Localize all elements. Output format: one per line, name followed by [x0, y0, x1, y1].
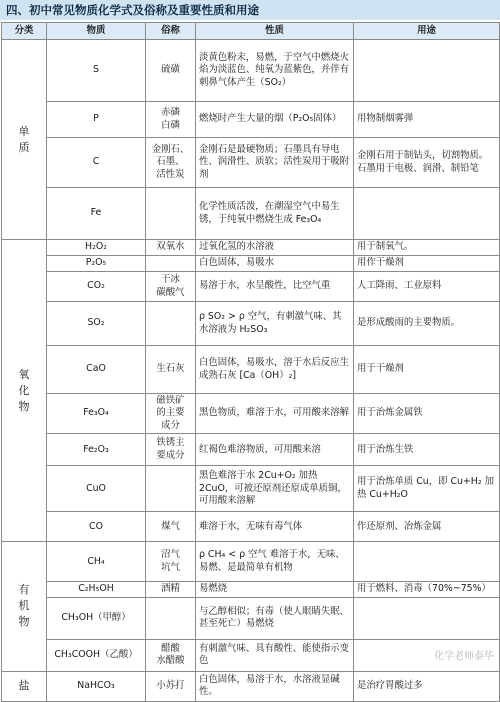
use-cell [354, 40, 500, 102]
common-cell: 生石灰 [146, 346, 196, 394]
table-row [2, 346, 500, 394]
property-cell: 有刺激气味、具有酸性、能使指示变色 [196, 639, 354, 671]
substance-cell: CH₃OH（甲醇） [47, 597, 146, 639]
table-row [2, 394, 500, 434]
table-row [2, 512, 500, 542]
common-cell [146, 597, 196, 639]
property-cell: 白色固体，易吸水，溶于水后反应生成熟石灰 [Ca（OH）₂] [196, 346, 354, 394]
common-cell: 铁锈主 要成分 [146, 434, 196, 466]
use-cell: 作还原剂、冶炼金属 [354, 512, 500, 542]
watermark: 化学老师泰华 [434, 651, 494, 662]
category-cell: 盐 [2, 671, 47, 701]
property-cell: 红褐色难溶物质，可用酸来溶 [196, 434, 354, 466]
table-row [2, 138, 500, 188]
substance-cell: CO₂ [47, 272, 146, 302]
use-cell: 用于治炼生铁 [354, 434, 500, 466]
page-title: 四、初中常见物质化学式及俗称及重要性质和用途 [0, 0, 500, 20]
use-cell [354, 188, 500, 240]
common-cell: 醋酸 水醋酸 [146, 639, 196, 671]
substance-cell: CH₃COOH（乙酸） [47, 639, 146, 671]
property-cell: 与乙醇相似；有毒（使人眼睛失眠、甚至死亡）易燃烧 [196, 597, 354, 639]
property-cell: ρ CH₄ < ρ 空气 难溶于水，无味、易燃、是最简单有机物 [196, 542, 354, 582]
property-cell: 燃烧时产生大量的烟（P₂O₅固体） [196, 102, 354, 138]
property-cell: 黑色难溶于水 2Cu+O₂ 加热 2CuO，可被还原剂还原成单质铜，可用酸来溶解 [196, 466, 354, 512]
common-cell: 赤磷 白磷 [146, 102, 196, 138]
common-cell: 小苏打 [146, 671, 196, 701]
substance-cell: Fe [47, 188, 146, 240]
header-row [2, 23, 500, 40]
use-cell: 用于制氧气。 [354, 240, 500, 256]
table-row [2, 597, 500, 639]
substance-cell: P₂O₅ [47, 256, 146, 272]
common-cell: 硫磺 [146, 40, 196, 102]
table-row [2, 542, 500, 582]
common-cell [146, 256, 196, 272]
category-cell: 氧 化 物 [2, 240, 47, 542]
table-row [2, 240, 500, 256]
property-cell: 白色固体，易溶于水，水溶液显碱性。 [196, 671, 354, 701]
substance-cell: Fe₃O₄ [47, 394, 146, 434]
use-cell: 用于干燥剂 [354, 346, 500, 394]
common-cell: 双氧水 [146, 240, 196, 256]
use-cell: 是治疗胃酸过多 [354, 671, 500, 701]
property-cell: 易燃烧 [196, 582, 354, 597]
use-cell: 金刚石用于制钻头，切割物质。石墨用于电极、润滑、制铅笔 [354, 138, 500, 188]
table-body [2, 40, 500, 702]
header-substance: 物质 [47, 23, 146, 40]
table-row [2, 256, 500, 272]
table-row [2, 102, 500, 138]
use-cell: 人工降雨、工业原料 [354, 272, 500, 302]
header-property: 性质 [196, 23, 354, 40]
table-row [2, 434, 500, 466]
header-use: 用途 [354, 23, 500, 40]
substance-cell: CaO [47, 346, 146, 394]
substance-cell: C₂H₅OH [47, 582, 146, 597]
property-cell: 难溶于水，无味有毒气体 [196, 512, 354, 542]
property-cell: 化学性质活泼，在潮湿空气中易生锈，于纯氧中燃烧生成 Fe₃O₄ [196, 188, 354, 240]
property-cell: 黑色物质，难溶于水，可用酸来溶解 [196, 394, 354, 434]
common-cell: 煤气 [146, 512, 196, 542]
use-cell: 用物制烟雾弹 [354, 102, 500, 138]
table-row [2, 302, 500, 346]
common-cell: 金刚石、 石墨、 活性炭 [146, 138, 196, 188]
table-row [2, 639, 500, 671]
property-cell: 金刚石是最硬物质；石墨具有导电性、润滑性、质软；活性炭用于吸附剂 [196, 138, 354, 188]
substance-cell: SO₂ [47, 302, 146, 346]
common-cell [146, 302, 196, 346]
use-cell: 用于治炼金属铁 [354, 394, 500, 434]
substance-cell: H₂O₂ [47, 240, 146, 256]
table-row [2, 272, 500, 302]
property-cell: 淡黄色粉末，易燃，于空气中燃烧火焰为淡蓝色、纯氧为蓝紫色，并伴有刺鼻气体产生（SO₂） [196, 40, 354, 102]
table-row [2, 466, 500, 512]
use-cell: 是形成酸雨的主要物质。 [354, 302, 500, 346]
substance-cell: CuO [47, 466, 146, 512]
common-cell [146, 188, 196, 240]
use-cell: 用于治炼单质 Cu，即 Cu+H₂ 加热 Cu+H₂O [354, 466, 500, 512]
use-cell [354, 542, 500, 582]
common-cell [146, 466, 196, 512]
table-row [2, 40, 500, 102]
header-category: 分类 [2, 23, 47, 40]
use-cell [354, 597, 500, 639]
property-cell: 易溶于水，水呈酸性，比空气重 [196, 272, 354, 302]
category-cell: 有 机 物 [2, 542, 47, 671]
header-common-name: 俗称 [146, 23, 196, 40]
substance-cell: CO [47, 512, 146, 542]
substance-cell: Fe₂O₃ [47, 434, 146, 466]
use-cell: 用于燃料、消毒（70%~75%） [354, 582, 500, 597]
table-row [2, 188, 500, 240]
common-cell: 酒精 [146, 582, 196, 597]
use-cell: 用作干燥剂 [354, 256, 500, 272]
property-cell: 过氧化氢的水溶液 [196, 240, 354, 256]
substance-cell: CH₄ [47, 542, 146, 582]
table-row [2, 671, 500, 701]
common-cell: 磁铁矿 的主要 成分 [146, 394, 196, 434]
substance-cell: S [47, 40, 146, 102]
substance-cell: P [47, 102, 146, 138]
substance-table [1, 22, 500, 702]
substance-cell: NaHCO₃ [47, 671, 146, 701]
common-cell: 沼气 坑气 [146, 542, 196, 582]
category-cell: 单 质 [2, 40, 47, 240]
property-cell: 白色固体，易吸水 [196, 256, 354, 272]
common-cell: 干冰 碳酸气 [146, 272, 196, 302]
property-cell: ρ SO₂ > ρ 空气，有刺激气味、其水溶液为 H₂SO₃ [196, 302, 354, 346]
table-row [2, 582, 500, 597]
substance-cell: C [47, 138, 146, 188]
